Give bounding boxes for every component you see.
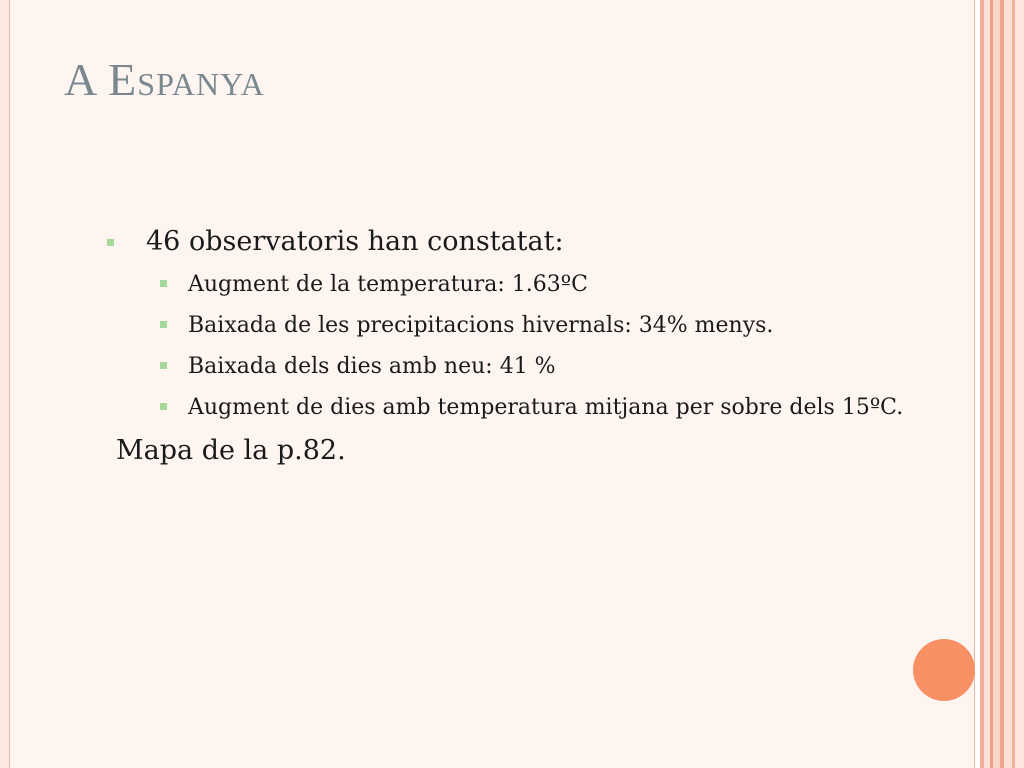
- orange-circle-decoration: [913, 639, 975, 701]
- sub-bullet-item: [100, 268, 940, 302]
- sub-bullet-item: [100, 309, 940, 343]
- sub-bullet-list: [100, 268, 940, 425]
- square-bullet-icon: [160, 403, 167, 410]
- slide-body: [100, 224, 940, 469]
- main-bullet-text: 46 observatoris han constatat:: [146, 226, 564, 257]
- square-bullet-icon: [160, 362, 167, 369]
- slide-left-border: [0, 0, 10, 768]
- sub-bullet-text: Augment de la temperatura: 1.63ºC: [188, 272, 588, 297]
- decor-stripe: [993, 0, 1000, 768]
- sub-bullet-item: [100, 350, 940, 384]
- sub-bullet-text: Baixada de les precipitacions hivernals: 34% menys.: [188, 313, 774, 338]
- square-bullet-icon: [107, 239, 114, 246]
- decor-stripe: [1004, 0, 1012, 768]
- map-reference: Mapa de la p.82.: [116, 435, 346, 466]
- sub-bullet-item: [100, 391, 940, 425]
- slide-title: A Espanya: [64, 54, 265, 105]
- sub-bullet-text: Baixada dels dies amb neu: 41 %: [188, 354, 556, 379]
- decor-stripe: [1015, 0, 1024, 768]
- main-bullet: [100, 224, 940, 260]
- sub-bullet-text: Augment de dies amb temperatura mitjana per sobre dels 15ºC.: [188, 395, 904, 420]
- square-bullet-icon: [160, 280, 167, 287]
- square-bullet-icon: [160, 321, 167, 328]
